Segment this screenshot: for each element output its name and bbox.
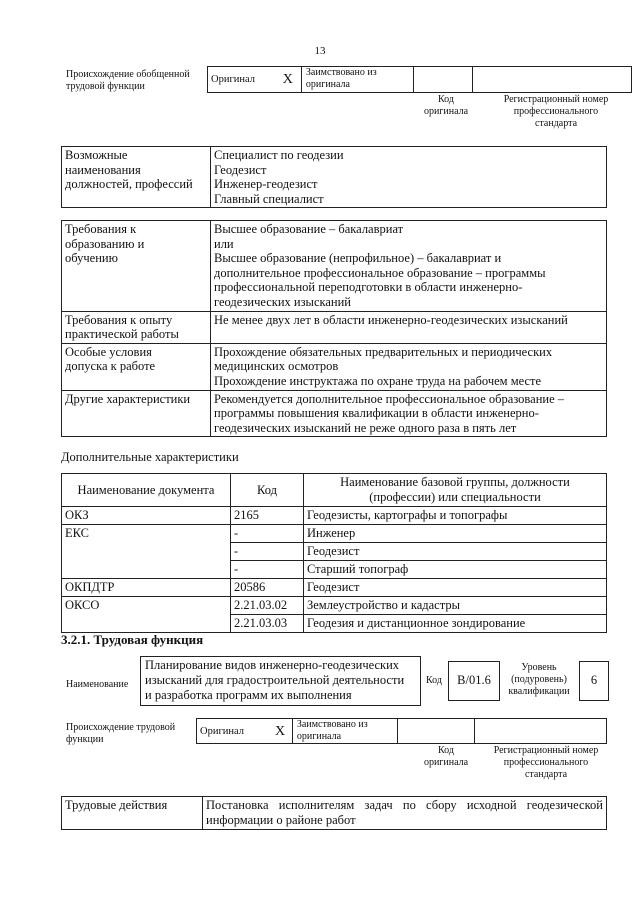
lf-borrowed-2: оригинала	[296, 731, 342, 742]
lf-origin-table	[196, 718, 607, 744]
col-header-name-2: (профессии) или специальности	[369, 490, 541, 504]
labor-actions-value	[203, 797, 607, 830]
lf-code-cell	[398, 719, 474, 744]
req-value-line: Не менее двух лет в области инженерно-геодезических изысканий	[214, 312, 568, 327]
req-value-line: дополнительное профессиональное образование – программы	[214, 265, 546, 280]
cell-name: Геодезист	[304, 543, 607, 561]
req-conditions-value	[211, 343, 607, 390]
cell-doc: ОКЗ	[62, 507, 231, 525]
positions-label-cell	[62, 147, 211, 208]
level-label-1: Уровень	[521, 662, 557, 673]
code-value: B/01.6	[457, 673, 491, 687]
function-name-1: Планирование видов инженерно-геодезических	[145, 658, 400, 672]
req-value-line: Прохождение инструктажа по охране труда на рабочем месте	[214, 373, 542, 388]
positions-label-3: должностей, профессий	[65, 177, 193, 192]
cell-name: Старший топограф	[304, 561, 607, 579]
position-item: Инженер-геодезист	[214, 177, 318, 192]
gen-code-cell	[413, 67, 473, 93]
cell-code: 2.21.03.02	[231, 597, 304, 615]
req-label-line: Другие характеристики	[65, 391, 191, 406]
gen-origin-label-2: трудовой функции	[66, 81, 145, 92]
function-name-2: изысканий для градостроительной деятельности	[145, 673, 405, 687]
labor-actions-table	[61, 796, 607, 830]
gen-regnum-caption-3: стандарта	[534, 118, 578, 129]
cell-name: Геодезисты, картографы и топографы	[304, 507, 607, 525]
gen-regnum-cell	[473, 67, 632, 93]
lf-code-caption-2: оригинала	[423, 757, 469, 768]
lf-origin-label-1: Происхождение трудовой	[66, 722, 176, 733]
word: сбору	[426, 798, 457, 812]
gen-code-caption-2: оригинала	[423, 106, 469, 117]
position-item: Главный специалист	[214, 191, 324, 206]
req-label-line: допуска к работе	[65, 359, 156, 374]
req-label-line: Требования к опыту	[65, 312, 173, 327]
gen-origin-label-1: Происхождение обобщенной	[66, 69, 190, 80]
col-header-code: Код	[231, 474, 304, 507]
req-value-line: Рекомендуется дополнительное профессиональное образование –	[214, 391, 565, 406]
cell-name: Инженер	[304, 525, 607, 543]
function-name-box	[140, 656, 421, 706]
lf-borrowed-cell	[292, 719, 398, 744]
cell-code: 2.21.03.03	[231, 615, 304, 633]
col-header-name-1: Наименование базовой группы, должности	[340, 475, 570, 489]
gen-borrowed-2: оригинала	[305, 79, 350, 90]
word: исполнителям	[278, 798, 355, 812]
level-label-2: (подуровень)	[511, 674, 567, 685]
additional-table	[61, 473, 607, 633]
lf-regnum-caption-3: стандарта	[524, 769, 568, 780]
req-value-line: медицинских осмотров	[214, 359, 339, 374]
lf-regnum-caption-1: Регистрационный номер	[493, 745, 599, 756]
req-label-line: Особые условия	[65, 344, 152, 359]
cell-doc: ОКСО	[62, 597, 231, 633]
req-other-value	[211, 390, 607, 437]
position-item: Специалист по геодезии	[214, 148, 344, 162]
req-value-line: Высшее образование (непрофильное) – бакалавриат и	[214, 251, 502, 266]
req-label-line: Требования к	[65, 222, 137, 236]
gen-borrowed-cell	[301, 67, 413, 93]
requirements-table	[61, 220, 607, 437]
word: задач	[364, 798, 393, 812]
labor-actions-line-1	[206, 798, 603, 813]
labor-actions-line-2: информации о районе работ	[206, 813, 356, 827]
req-education-label	[62, 221, 211, 312]
gen-original-mark: X	[275, 67, 302, 93]
lf-origin-label-2: функции	[66, 734, 104, 745]
req-conditions-label	[62, 343, 211, 390]
req-value-line: профессиональной переподготовки в области инженерно-	[214, 280, 523, 295]
table-row	[62, 507, 607, 525]
col-header-name	[304, 474, 607, 507]
labor-actions-label: Трудовые действия	[62, 797, 203, 830]
gen-original-label: Оригинал	[208, 67, 275, 93]
cell-doc: ОКПДТР	[62, 579, 231, 597]
gen-borrowed-1: Заимствовано из	[305, 67, 377, 78]
table-row	[62, 579, 607, 597]
table-row	[62, 597, 607, 615]
gen-regnum-caption-1: Регистрационный номер	[503, 94, 609, 105]
req-experience-value	[211, 311, 607, 343]
cell-code: 20586	[231, 579, 304, 597]
req-label-line: образованию и	[65, 236, 145, 251]
function-name-3: и разработка программ их выполнения	[145, 688, 352, 702]
code-box	[448, 661, 500, 701]
cell-code: -	[231, 561, 304, 579]
req-value-line: геодезических изысканий	[214, 294, 351, 309]
cell-doc: ЕКС	[62, 525, 231, 579]
req-value-line: или	[214, 236, 234, 251]
req-experience-label	[62, 311, 211, 343]
labor-function-heading: 3.2.1. Трудовая функция	[61, 632, 204, 647]
req-other-label	[62, 390, 211, 437]
word: Постановка	[206, 798, 269, 812]
page-number: 13	[314, 45, 326, 57]
name-label: Наименование	[66, 679, 129, 690]
req-label-line: практической работы	[65, 327, 179, 342]
positions-values-cell	[211, 147, 607, 208]
word: геодезической	[526, 798, 603, 812]
req-education-value	[211, 221, 607, 312]
req-label-line: обучению	[65, 251, 118, 266]
position-item: Геодезист	[214, 162, 267, 177]
lf-original-mark: X	[268, 719, 292, 744]
level-value: 6	[590, 673, 598, 687]
cell-code: -	[231, 543, 304, 561]
col-header-doc: Наименование документа	[62, 474, 231, 507]
lf-regnum-caption-2: профессионального	[503, 757, 589, 768]
level-box	[579, 661, 609, 701]
req-value-line: Прохождение обязательных предварительных и периодических	[214, 344, 553, 359]
req-value-line: программы повышения квалификации в области инженерно-	[214, 406, 539, 421]
code-label: Код	[426, 675, 442, 686]
positions-table	[61, 146, 607, 208]
level-label-3: квалификации	[508, 686, 570, 697]
cell-name: Геодезист	[304, 579, 607, 597]
gen-origin-table	[207, 66, 632, 93]
positions-label-2: наименования	[65, 162, 141, 177]
cell-code: -	[231, 525, 304, 543]
gen-code-caption-1: Код	[438, 94, 454, 105]
lf-code-caption-1: Код	[438, 745, 454, 756]
req-value-line: геодезических изысканий не реже одного раза в пять лет	[214, 420, 517, 435]
positions-label-1: Возможные	[65, 148, 128, 162]
cell-code: 2165	[231, 507, 304, 525]
additional-heading: Дополнительные характеристики	[61, 450, 239, 464]
req-value-line: Высшее образование – бакалавриат	[214, 222, 404, 236]
gen-regnum-caption-2: профессионального	[513, 106, 599, 117]
cell-name: Геодезия и дистанционное зондирование	[304, 615, 607, 633]
word: исходной	[466, 798, 517, 812]
word: по	[402, 798, 416, 812]
cell-name: Землеустройство и кадастры	[304, 597, 607, 615]
table-row	[62, 525, 607, 543]
lf-regnum-cell	[474, 719, 606, 744]
lf-borrowed-1: Заимствовано из	[296, 719, 368, 730]
lf-original-label: Оригинал	[197, 719, 269, 744]
